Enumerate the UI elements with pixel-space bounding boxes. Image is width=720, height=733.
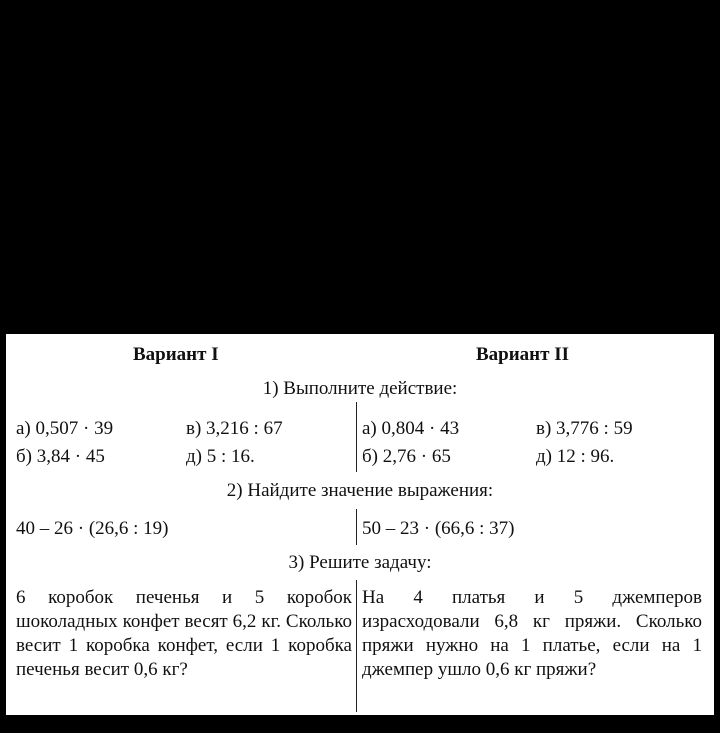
task1-v1-d: д) 5 : 16. [186, 446, 255, 467]
column-divider-2 [356, 509, 357, 545]
task1-v2-v: в) 3,776 : 59 [536, 418, 633, 439]
task1-v2-a: а) 0,804 · 43 [362, 418, 460, 439]
task2-v1-expression: 40 – 26 · (26,6 : 19) [16, 518, 169, 539]
variant-1-header: Вариант I [133, 344, 219, 365]
task3-v2-problem: На 4 платья и 5 джемперов израсходовали 6,8 кг пряжи. Сколько пряжи нужно на 1 платье, если на 1 джемпер ушло 0,6 кг пряжи? [362, 587, 702, 680]
section-3-title: 3) Решите задачу: [288, 552, 432, 573]
task2-v2-expression: 50 – 23 · (66,6 : 37) [362, 518, 515, 539]
task1-v1-a: а) 0,507 · 39 [16, 418, 114, 439]
worksheet-page [6, 334, 714, 715]
task1-v1-v: в) 3,216 : 67 [186, 418, 283, 439]
section-1-title: 1) Выполните действие: [262, 378, 458, 399]
task3-v1-problem: 6 коробок печенья и 5 коробок шоколадных конфет весят 6,2 кг. Сколько весит 1 коробка конфет, если 1 коробка печенья весит 0,6 кг? [16, 587, 352, 680]
task1-v2-d: д) 12 : 96. [536, 446, 615, 467]
column-divider-1 [356, 402, 357, 472]
column-divider-3 [356, 580, 357, 712]
section-2-title: 2) Найдите значение выражения: [226, 480, 494, 501]
task1-v1-b: б) 3,84 · 45 [16, 446, 105, 467]
variant-2-header: Вариант II [476, 344, 570, 365]
task1-v2-b: б) 2,76 · 65 [362, 446, 451, 467]
